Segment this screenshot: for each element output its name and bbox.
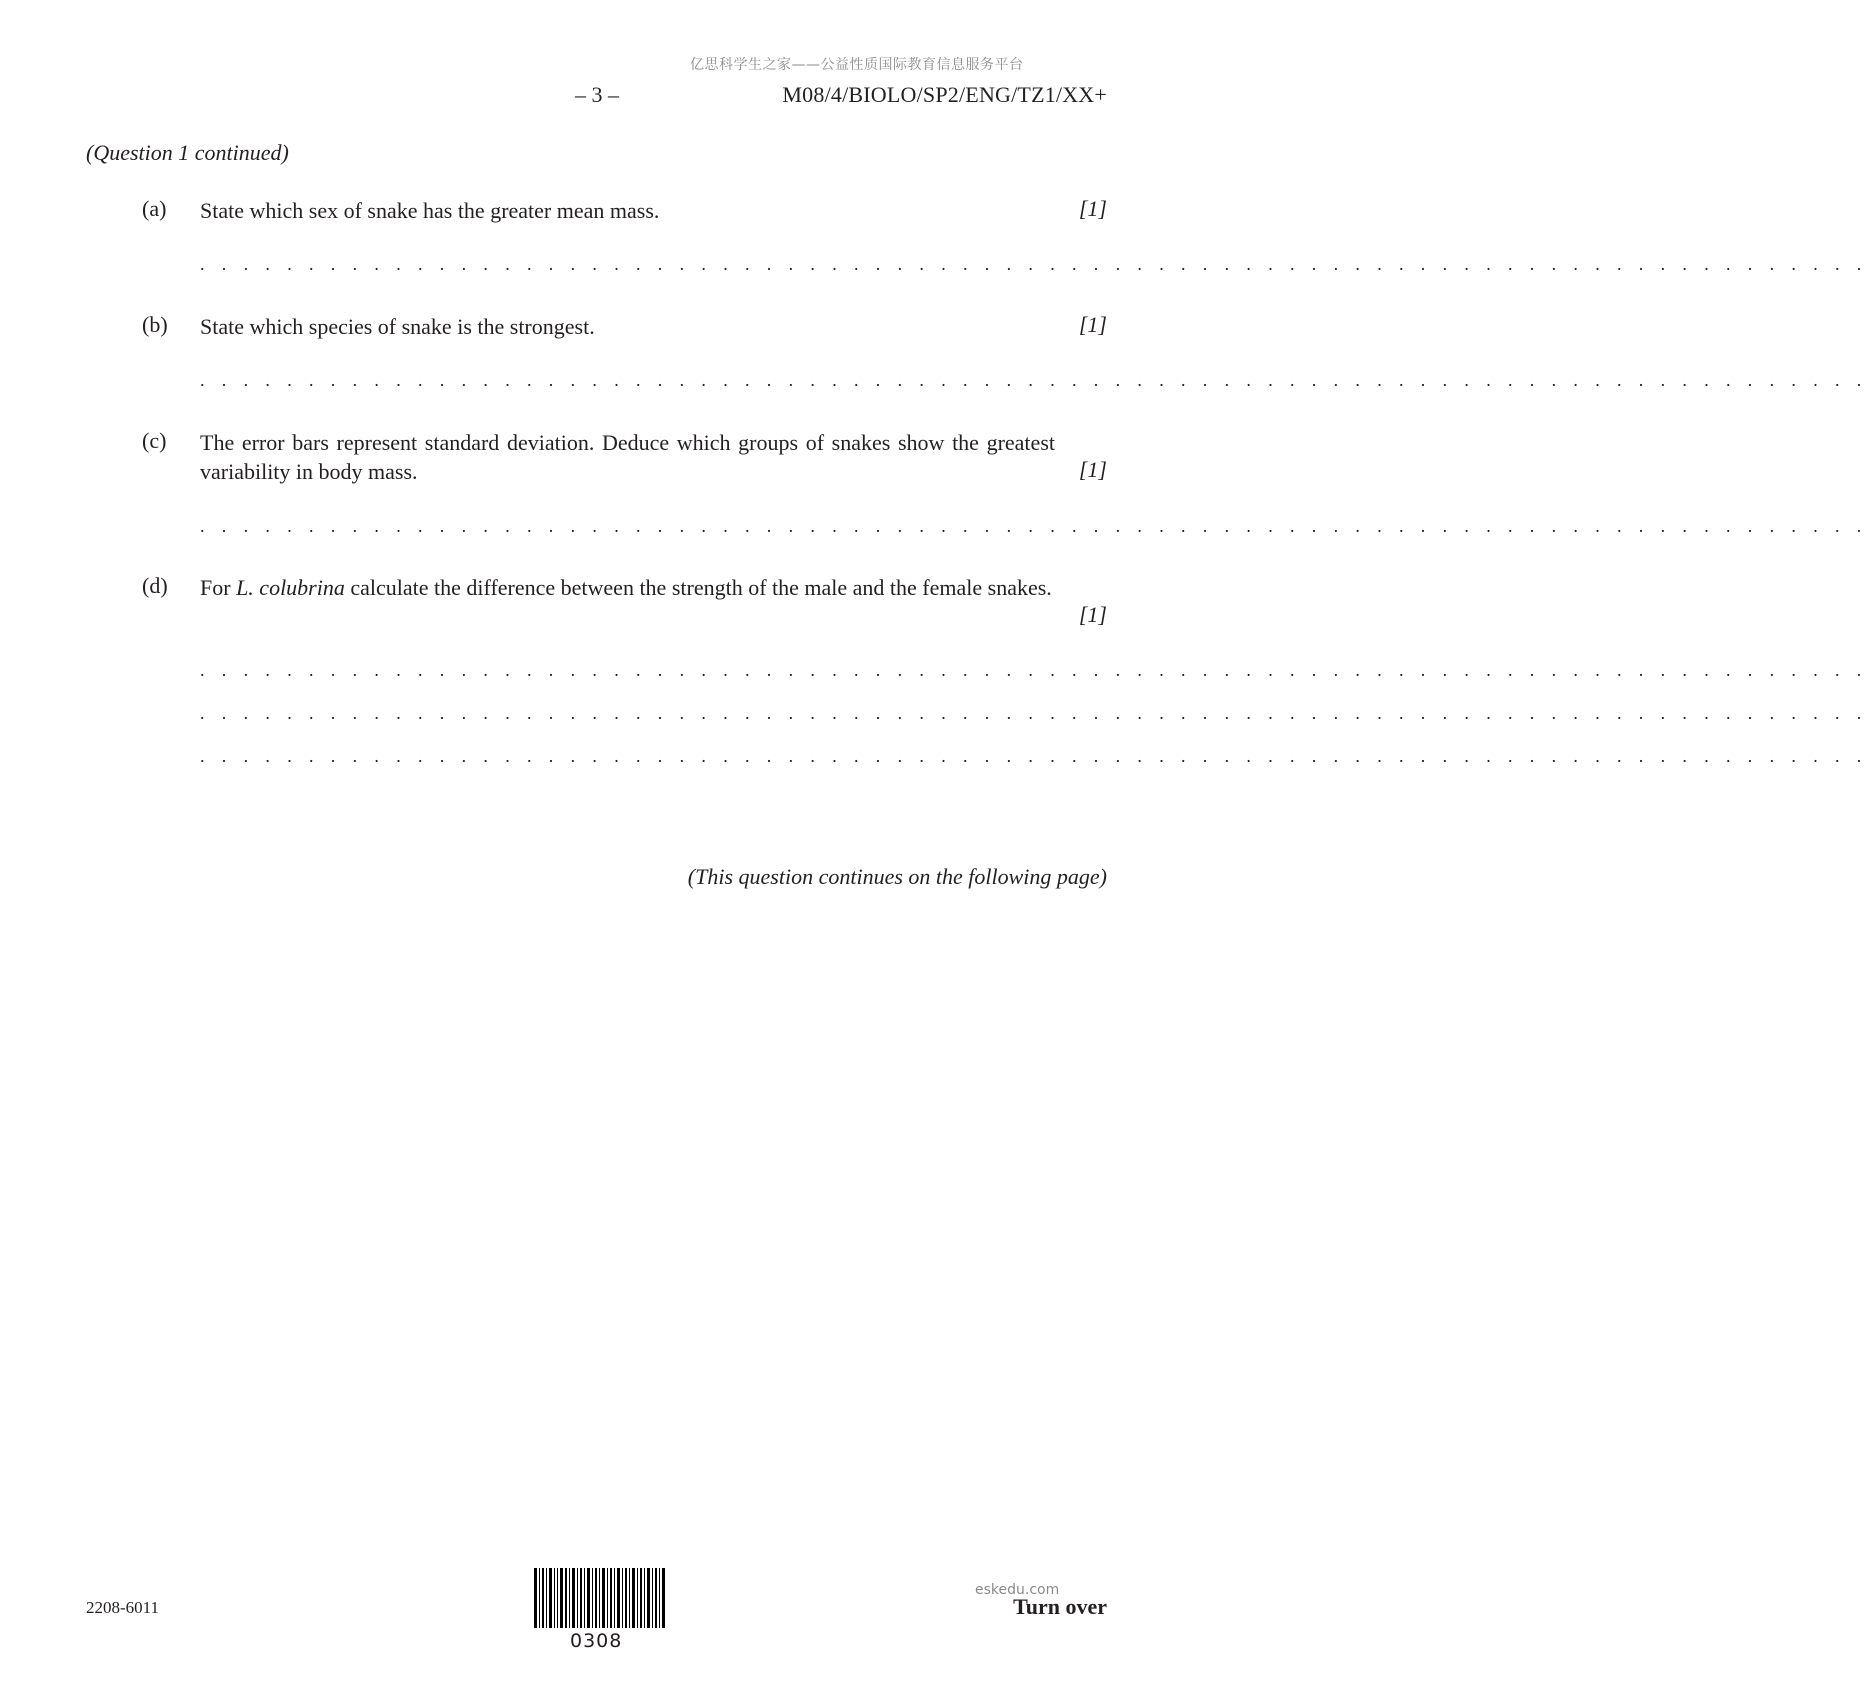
barcode-icon xyxy=(534,1568,666,1628)
answer-line[interactable]: . . . . . . . . . . . . . . . . . . . . . . . . . . . . . . . . . . . . . . . . . . . . . . . . . . . . . . . . . . . . . . . . . . . . . . . . . . . . . xyxy=(200,254,1868,274)
question-text: State which sex of snake has the greater mean mass. xyxy=(200,198,660,223)
page-number: – 3 – xyxy=(575,82,619,107)
question-label: (d) xyxy=(142,573,168,598)
answer-line[interactable]: . . . . . . . . . . . . . . . . . . . . . . . . . . . . . . . . . . . . . . . . . . . . . . . . . . . . . . . . . . . . . . . . . . . . . . . . . . . . . xyxy=(200,660,1868,680)
turn-over-label: Turn over xyxy=(1013,1594,1107,1619)
barcode-number: 0308 xyxy=(570,1630,623,1652)
answer-line[interactable]: . . . . . . . . . . . . . . . . . . . . . . . . . . . . . . . . . . . . . . . . . . . . . . . . . . . . . . . . . . . . . . . . . . . . . . . . . . . . . xyxy=(200,703,1868,723)
question-text: State which species of snake is the strongest. xyxy=(200,314,595,339)
question-label: (a) xyxy=(142,196,167,221)
question-text: For L. colubrina calculate the difference between the strength of the male and the female snakes. xyxy=(200,575,1052,600)
answer-line[interactable]: . . . . . . . . . . . . . . . . . . . . . . . . . . . . . . . . . . . . . . . . . . . . . . . . . . . . . . . . . . . . . . . . . . . . . . . . . . . . . xyxy=(200,516,1868,536)
marks: [1] xyxy=(1078,457,1107,482)
watermark-text: 亿思科学生之家——公益性质国际教育信息服务平台 xyxy=(690,57,1024,73)
footer-code: 2208-6011 xyxy=(86,1598,160,1617)
marks: [1] xyxy=(1078,312,1107,337)
watermark-text: eskedu.com xyxy=(975,1582,1060,1598)
answer-line[interactable]: . . . . . . . . . . . . . . . . . . . . . . . . . . . . . . . . . . . . . . . . . . . . . . . . . . . . . . . . . . . . . . . . . . . . . . . . . . . . . xyxy=(200,746,1868,766)
question-label: (b) xyxy=(142,312,168,337)
continuation-note: (Question 1 continued) xyxy=(86,140,289,165)
question-label: (c) xyxy=(142,428,167,453)
marks: [1] xyxy=(1078,196,1107,221)
question-text: The error bars represent standard deviation. Deduce which groups of snakes show the greatest variability in body mass. xyxy=(200,430,1055,484)
continues-note: (This question continues on the following page) xyxy=(687,864,1107,889)
marks: [1] xyxy=(1078,602,1107,627)
paper-code: M08/4/BIOLO/SP2/ENG/TZ1/XX+ xyxy=(782,82,1107,107)
species-name: L. colubrina xyxy=(236,575,345,600)
answer-line[interactable]: . . . . . . . . . . . . . . . . . . . . . . . . . . . . . . . . . . . . . . . . . . . . . . . . . . . . . . . . . . . . . . . . . . . . . . . . . . . . . xyxy=(200,370,1868,390)
